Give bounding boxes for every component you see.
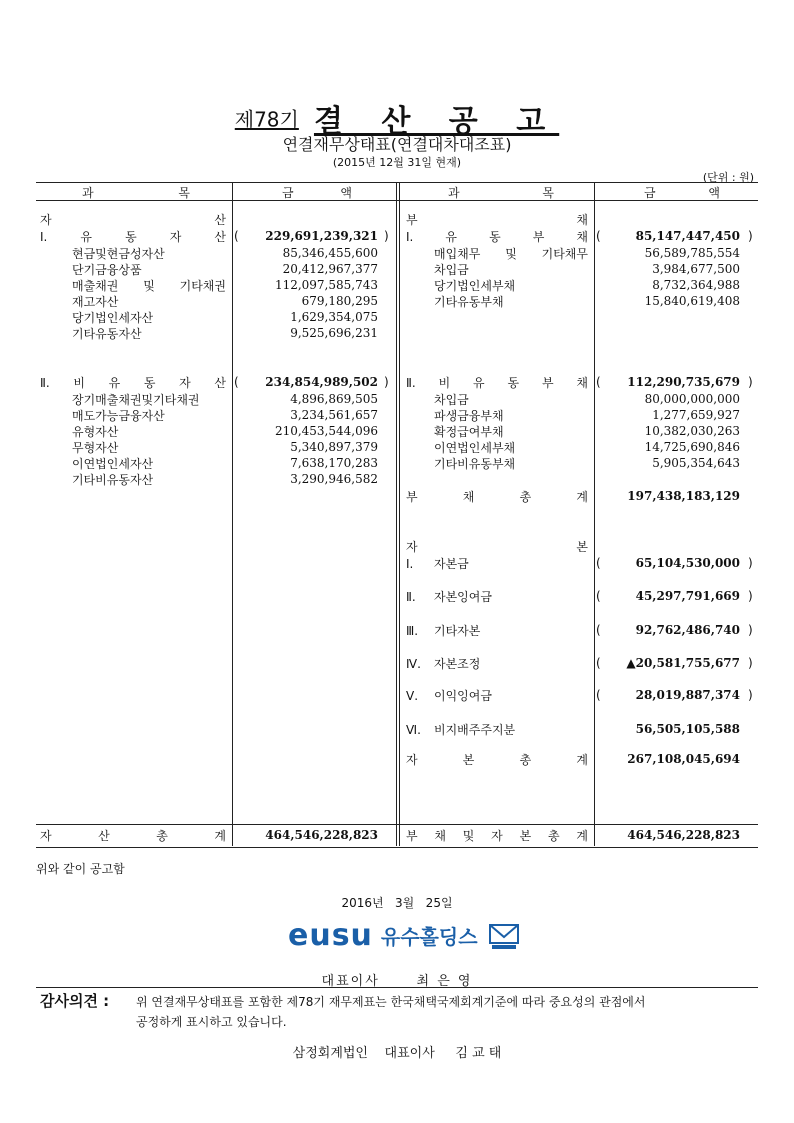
line-item-label: 기타비유동자산 bbox=[72, 473, 154, 487]
equity-item-label: 기타자본 bbox=[434, 624, 481, 638]
line-item-label: 기타비유동부채 bbox=[434, 457, 516, 471]
line-item-amount: 7,638,170,283 bbox=[290, 456, 378, 470]
paren-close: ) bbox=[748, 656, 753, 670]
equity-roman-numeral: Ⅳ. bbox=[406, 657, 421, 671]
statement-date: (2015년 12월 31일 현재) bbox=[332, 156, 462, 169]
line-item-amount: 3,984,677,500 bbox=[652, 262, 740, 276]
line-item-amount: 20,412,967,377 bbox=[282, 262, 378, 276]
line-item-amount: 14,725,690,846 bbox=[644, 440, 740, 454]
equity-item-amount: ▲20,581,755,677 bbox=[626, 656, 740, 670]
header-left-subject: 과 목 bbox=[82, 186, 190, 200]
equity-roman-numeral: Ⅰ. bbox=[406, 557, 414, 571]
total-liabilities-equity-amount: 464,546,228,823 bbox=[627, 828, 740, 842]
line-item-label: 기타유동자산 bbox=[72, 327, 142, 341]
liabilities-section-label: 부 채 bbox=[406, 213, 588, 227]
line-item-label: 파생금융부채 bbox=[434, 409, 504, 423]
line-item-label: 당기법인세자산 bbox=[72, 311, 154, 325]
line-item-amount: 1,277,659,927 bbox=[652, 408, 740, 422]
line-item-label: 차입금 bbox=[434, 263, 469, 277]
paren-open: ( bbox=[596, 656, 601, 670]
divider-left-amount bbox=[232, 182, 233, 846]
line-item-amount: 85,346,455,600 bbox=[282, 246, 378, 260]
equity-roman-numeral: Ⅱ. bbox=[406, 590, 416, 604]
line-item-label: 이연법인세부채 bbox=[434, 441, 516, 455]
line-item-amount: 80,000,000,000 bbox=[644, 392, 740, 406]
paren-open: ( bbox=[596, 229, 601, 243]
line-item-label: 이연법인세자산 bbox=[72, 457, 154, 471]
paren-open: ( bbox=[234, 229, 239, 243]
total-liabilities-amount: 197,438,183,129 bbox=[627, 489, 740, 503]
line-item-label: 유형자산 bbox=[72, 425, 119, 439]
paren-close: ) bbox=[748, 589, 753, 603]
statement-subtitle: 연결재무상태표(연결대차대조표) bbox=[282, 135, 512, 154]
equity-item-amount: 92,762,486,740 bbox=[635, 623, 740, 637]
equity-roman-numeral: Ⅲ. bbox=[406, 624, 419, 638]
line-item-amount: 5,905,354,643 bbox=[652, 456, 740, 470]
logo-wordmark: eusu bbox=[288, 918, 373, 953]
divider-center-b bbox=[399, 182, 400, 846]
current-assets-amount: 229,691,239,321 bbox=[265, 229, 378, 243]
line-item-label: 현금및현금성자산 bbox=[72, 247, 165, 261]
paren-open: ( bbox=[596, 589, 601, 603]
paren-close: ) bbox=[384, 229, 389, 243]
line-item-amount: 9,525,696,231 bbox=[290, 326, 378, 340]
publication-date: 2016년 3월 25일 bbox=[341, 896, 453, 910]
header-right-amount: 금 액 bbox=[644, 186, 720, 200]
total-assets-amount: 464,546,228,823 bbox=[265, 828, 378, 842]
current-liabilities-label: Ⅰ. 유 동 부 채 bbox=[406, 230, 588, 244]
company-name: 유수홀딩스 bbox=[380, 925, 478, 949]
page-title: 결 산 공 고 bbox=[313, 104, 560, 139]
divider-center-a bbox=[396, 182, 397, 846]
line-item-amount: 1,629,354,075 bbox=[290, 310, 378, 324]
equity-item-label: 자본조정 bbox=[434, 657, 481, 671]
line-item-label: 장기매출채권및기타채권 bbox=[72, 393, 200, 407]
equity-item-amount: 45,297,791,669 bbox=[635, 589, 740, 603]
divider-right-amount bbox=[594, 182, 595, 846]
line-item-amount: 10,382,030,263 bbox=[644, 424, 740, 438]
noncurrent-assets-label: Ⅱ. 비 유 동 자 산 bbox=[40, 376, 226, 390]
equity-roman-numeral: Ⅵ. bbox=[406, 723, 421, 737]
noncurrent-assets-amount: 234,854,989,502 bbox=[265, 375, 378, 389]
paren-open: ( bbox=[596, 375, 601, 389]
line-item-label: 단기금융상품 bbox=[72, 263, 142, 277]
company-logo bbox=[288, 918, 522, 953]
current-liabilities-amount: 85,147,447,450 bbox=[635, 229, 740, 243]
line-item-label: 당기법인세부채 bbox=[434, 279, 516, 293]
paren-close: ) bbox=[748, 229, 753, 243]
line-item-amount: 112,097,585,743 bbox=[274, 278, 378, 292]
equity-item-amount: 56,505,105,588 bbox=[635, 722, 740, 736]
footer-divider bbox=[36, 987, 758, 988]
line-item-amount: 3,234,561,657 bbox=[290, 408, 378, 422]
equity-item-amount: 65,104,530,000 bbox=[635, 556, 740, 570]
unit-label: (단위 : 원) bbox=[702, 171, 754, 184]
line-item-amount: 5,340,897,379 bbox=[290, 440, 378, 454]
line-item-label: 매출채권 및 기타채권 bbox=[72, 279, 226, 293]
line-item-amount: 56,589,785,554 bbox=[644, 246, 740, 260]
line-item-amount: 679,180,295 bbox=[301, 294, 378, 308]
noncurrent-liabilities-amount: 112,290,735,679 bbox=[627, 375, 740, 389]
paren-close: ) bbox=[748, 688, 753, 702]
total-equity-label: 자 본 총 계 bbox=[406, 753, 588, 767]
equity-item-label: 비지배주주지분 bbox=[434, 723, 516, 737]
notice-statement: 위와 같이 공고함 bbox=[36, 862, 125, 876]
auditor-signature: 삼정회계법인 대표이사 김 교 태 bbox=[292, 1046, 502, 1061]
audit-opinion-text bbox=[136, 992, 756, 1032]
line-item-amount: 210,453,544,096 bbox=[274, 424, 378, 438]
paren-close: ) bbox=[748, 375, 753, 389]
audit-opinion-heading: 감사의견 : bbox=[40, 992, 110, 1010]
equity-item-amount: 28,019,887,374 bbox=[635, 688, 740, 702]
line-item-amount: 3,290,946,582 bbox=[290, 472, 378, 486]
total-liabilities-label: 부 채 총 계 bbox=[406, 490, 588, 504]
audit-opinion-line-1: 위 연결재무상태표를 포함한 제78기 재무제표는 한국채택국제회계기준에 따라 중요성의 관점에서 bbox=[136, 995, 646, 1009]
equity-item-label: 이익잉여금 bbox=[434, 689, 492, 703]
equity-item-label: 자본잉여금 bbox=[434, 590, 492, 604]
equity-roman-numeral: Ⅴ. bbox=[406, 689, 419, 703]
paren-open: ( bbox=[596, 623, 601, 637]
equity-section-label: 자 본 bbox=[406, 540, 588, 554]
noncurrent-liabilities-label: Ⅱ. 비 유 동 부 채 bbox=[406, 376, 588, 390]
company-emblem-icon bbox=[488, 921, 522, 951]
line-item-label: 매입채무 및 기타채무 bbox=[434, 247, 588, 261]
paren-close: ) bbox=[384, 375, 389, 389]
paren-open: ( bbox=[596, 688, 601, 702]
audit-opinion-line-2: 공정하게 표시하고 있습니다. bbox=[136, 1015, 287, 1029]
header-right-subject: 과 목 bbox=[448, 186, 554, 200]
total-equity-amount: 267,108,045,694 bbox=[627, 752, 740, 766]
assets-section-label: 자 산 bbox=[40, 213, 226, 227]
line-item-label: 재고자산 bbox=[72, 295, 119, 309]
line-item-label: 무형자산 bbox=[72, 441, 119, 455]
paren-close: ) bbox=[748, 556, 753, 570]
paren-open: ( bbox=[234, 375, 239, 389]
total-separator bbox=[36, 824, 758, 825]
line-item-label: 기타유동부채 bbox=[434, 295, 504, 309]
total-liabilities-equity-label: 부 채 및 자 본 총 계 bbox=[406, 829, 588, 843]
fiscal-period: 제78기 bbox=[234, 107, 299, 132]
line-item-label: 매도가능금융자산 bbox=[72, 409, 165, 423]
paren-close: ) bbox=[748, 623, 753, 637]
line-item-amount: 8,732,364,988 bbox=[652, 278, 740, 292]
equity-item-label: 자본금 bbox=[434, 557, 469, 571]
representative: 대표이사 최 은 영 bbox=[321, 974, 473, 989]
total-assets-label: 자 산 총 계 bbox=[40, 829, 226, 843]
line-item-label: 확정급여부채 bbox=[434, 425, 504, 439]
line-item-amount: 15,840,619,408 bbox=[644, 294, 740, 308]
line-item-amount: 4,896,869,505 bbox=[290, 392, 378, 406]
paren-open: ( bbox=[596, 556, 601, 570]
current-assets-label: Ⅰ. 유 동 자 산 bbox=[40, 230, 226, 244]
header-left-amount: 금 액 bbox=[282, 186, 352, 200]
line-item-label: 차입금 bbox=[434, 393, 469, 407]
